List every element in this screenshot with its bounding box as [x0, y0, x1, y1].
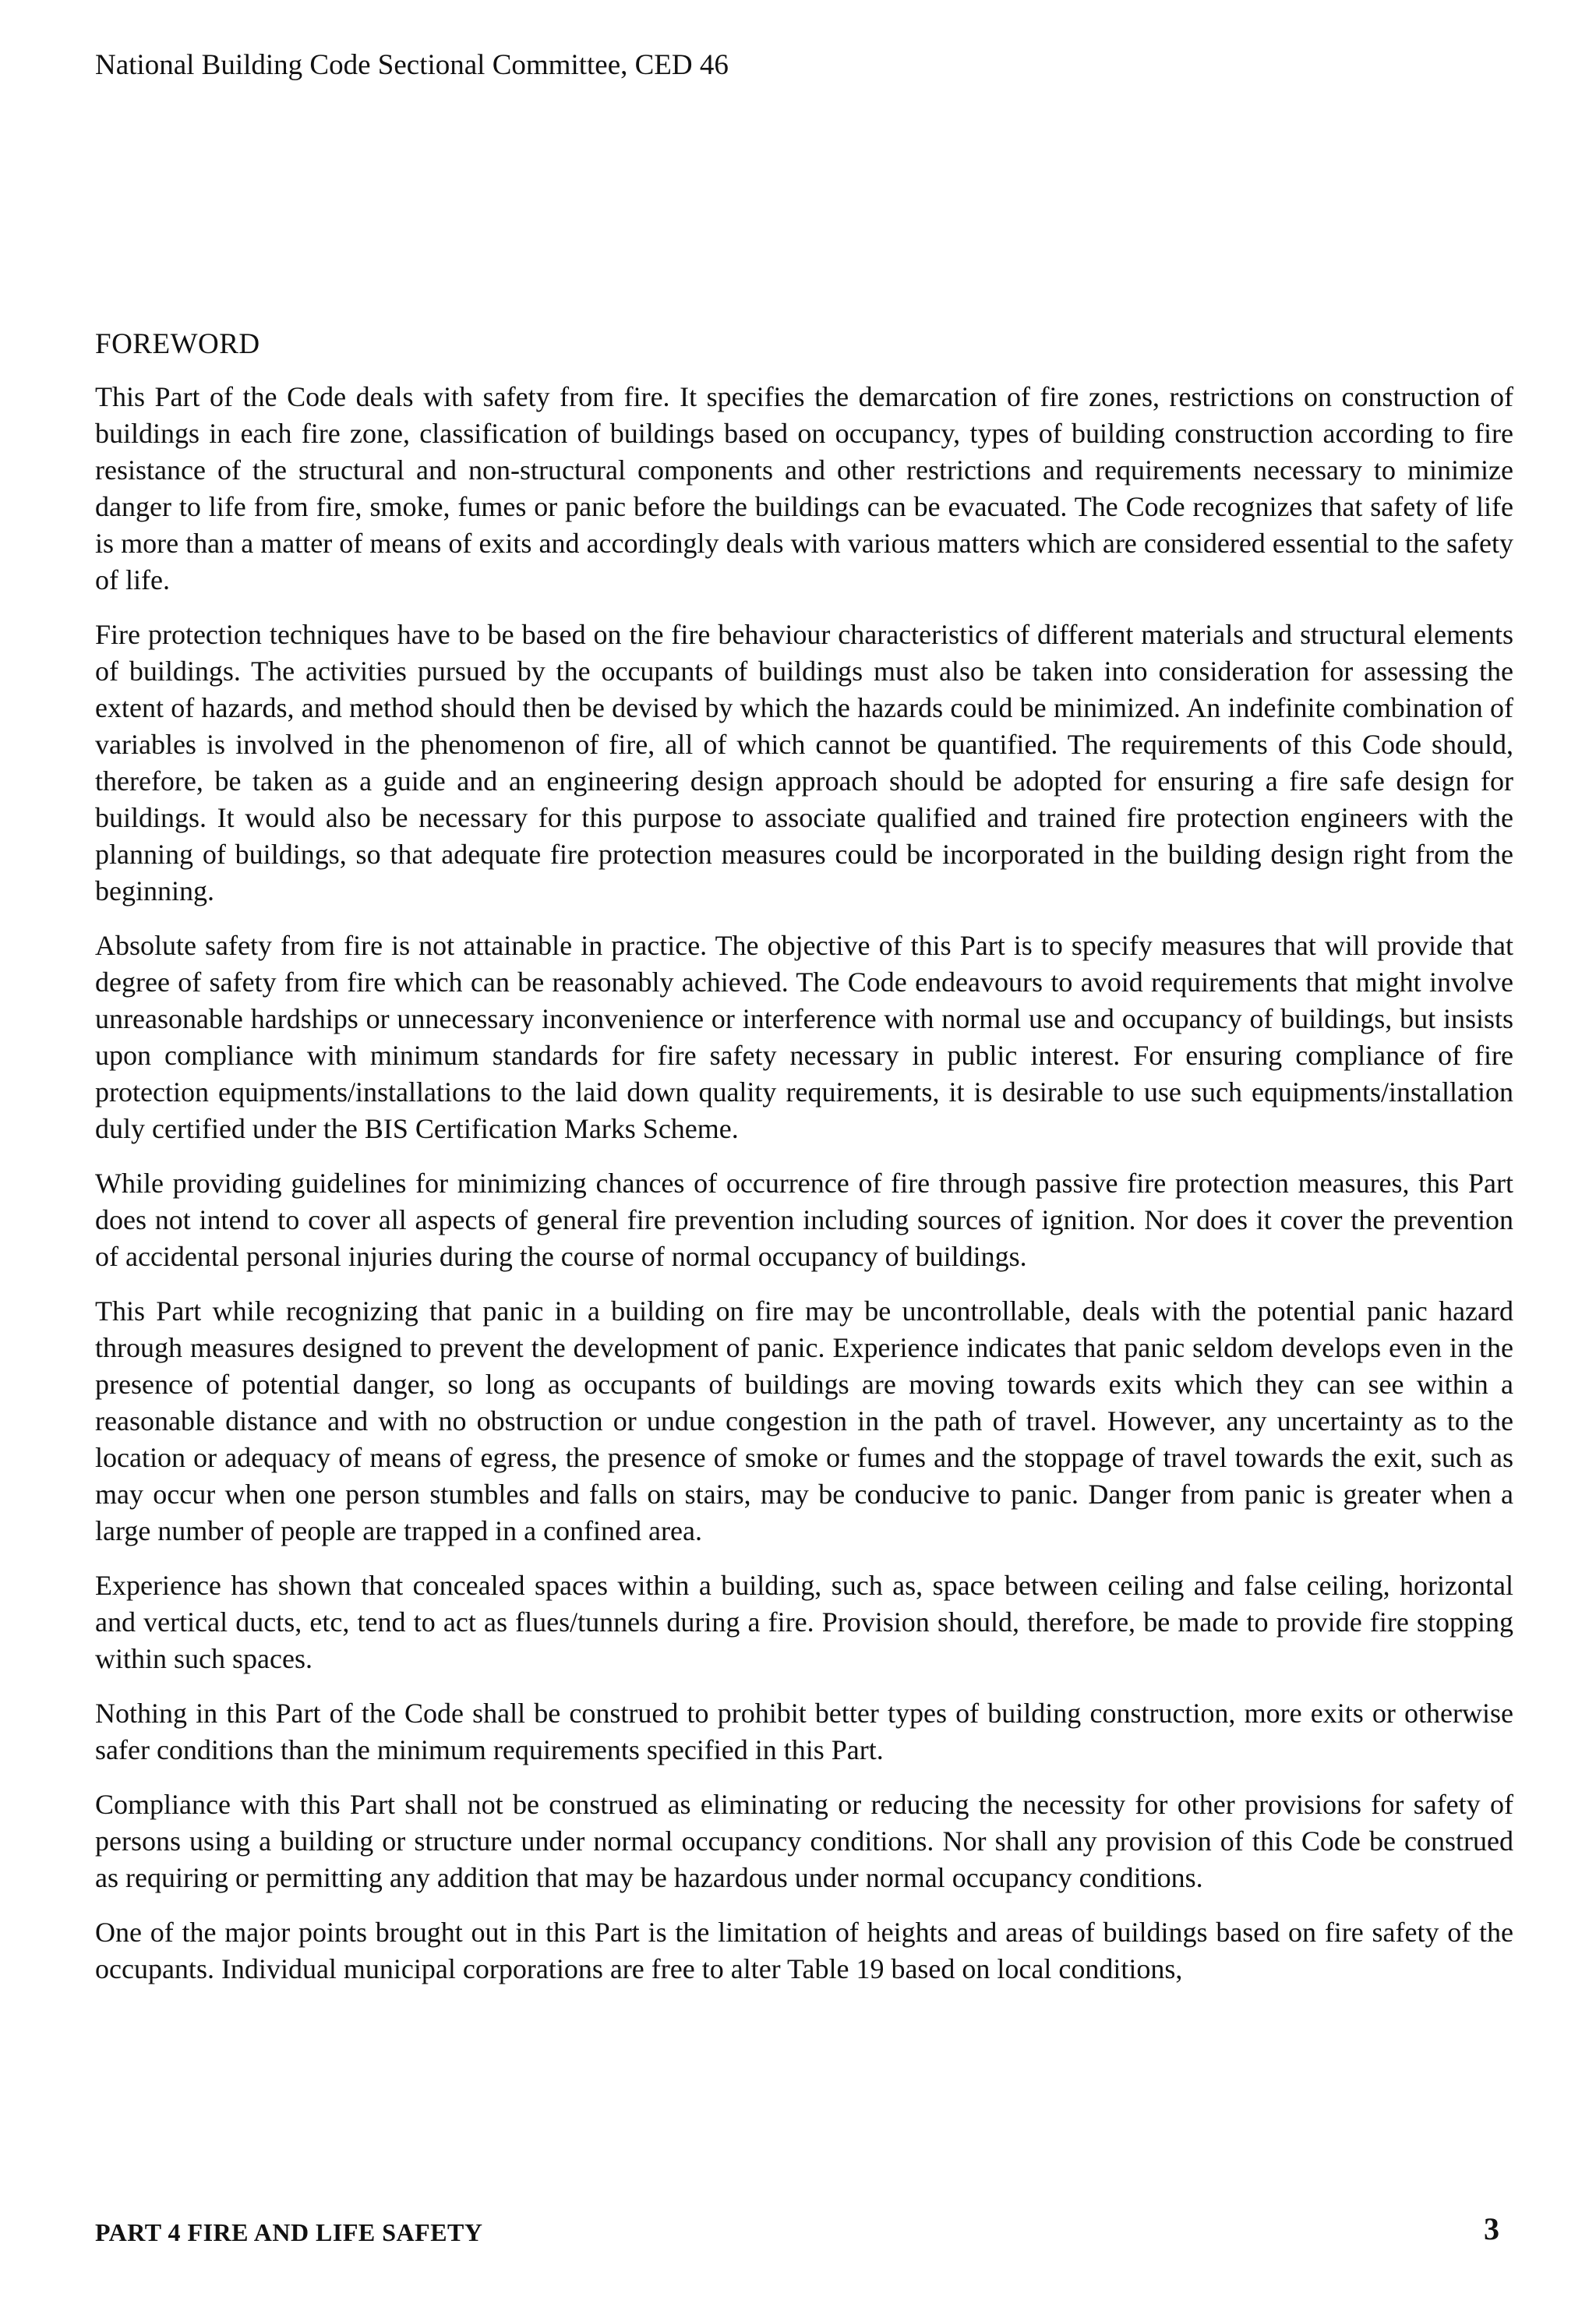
paragraph-8: Compliance with this Part shall not be construed as eliminating or reducing the necessity for other provisions for safety of persons using a building or structure under normal occupancy conditions. Nor shall any provision of this Code be construed as requiring or permitting any addition that may be hazardous under normal occupancy conditions. [95, 1789, 1513, 1893]
paragraph-7: Nothing in this Part of the Code shall be construed to prohibit better types of building construction, more exits or otherwise safer conditions than the minimum requirements specified in this Part. [95, 1698, 1513, 1765]
paragraph-6: Experience has shown that concealed spaces within a building, such as, space between ceiling and false ceiling, horizontal and vertical ducts, etc, tend to act as flues/tunnels during a fire. Provision should, therefore, be made to provide fire stopping within such spaces. [95, 1570, 1513, 1674]
paragraph-9: One of the major points brought out in this Part is the limitation of heights and areas of buildings based on fire safety of the occupants. Individual municipal corporations are free to alter Table 19 based on local conditions, [95, 1917, 1513, 1984]
paragraph-5: This Part while recognizing that panic in a building on fire may be uncontrollable, deals with the potential panic hazard through measures designed to prevent the development of panic. Experience indicates that panic seldom develops even in the presence of potential danger, so long as occupants of buildings are moving towards exits which they can see within a reasonable distance and with no obstruction or undue congestion in the path of travel. However, any uncertainty as to the location or adequacy of means of egress, the presence of smoke or fumes and the stoppage of travel towards the exit, such as may occur when one person stumbles and falls on stairs, may be conducive to panic. Danger from panic is greater when a large number of people are trapped in a confined area. [95, 1295, 1513, 1546]
paragraph-2: Fire protection techniques have to be based on the fire behaviour characteristics of different materials and structural elements of buildings. The activities pursued by the occupants of buildings must also be taken into consideration for assessing the extent of hazards, and method should then be devised by which the hazards could be minimized. An indefinite combination of variables is involved in the phenomenon of fire, all of which cannot be quantified. The requirements of this Code should, therefore, be taken as a guide and an engineering design approach should be adopted for ensuring a fire safe design for buildings. It would also be necessary for this purpose to associate qualified and trained fire protection engineers with the planning of buildings, so that adequate fire protection measures could be incorporated in the building design right from the beginning. [95, 619, 1513, 906]
paragraph-3: Absolute safety from fire is not attainable in practice. The objective of this Part is to specify measures that will provide that degree of safety from fire which can be reasonably achieved. The Code endeavours to avoid requirements that might involve unreasonable hardships or unnecessary inconvenience or interference with normal use and occupancy of buildings, but insists upon compliance with minimum standards for fire safety necessary in public interest. For ensuring compliance of fire protection equipments/installations to the laid down quality requirements, it is desirable to use such equipments/installation duly certified under the BIS Certification Marks Scheme. [95, 930, 1513, 1144]
committee-header: National Building Code Sectional Committee, CED 46 [95, 49, 729, 81]
paragraph-1: This Part of the Code deals with safety from fire. It specifies the demarcation of fire zones, restrictions on construction of buildings in each fire zone, classification of buildings based on occupancy, types of building construction according to fire resistance of the structural and non-structural components and other restrictions and requirements necessary to minimize danger to life from fire, smoke, fumes or panic before the buildings can be evacuated. The Code recognizes that safety of life is more than a matter of means of exits and accordingly deals with various matters which are considered essential to the safety of life. [95, 381, 1513, 595]
footer-page-number: 3 [1484, 2211, 1499, 2246]
foreword-body [95, 379, 1513, 2005]
foreword-heading: FOREWORD [95, 328, 260, 360]
footer-part-title: PART 4 FIRE AND LIFE SAFETY [95, 2218, 483, 2246]
paragraph-4: While providing guidelines for minimizing chances of occurrence of fire through passive fire protection measures, this Part does not intend to cover all aspects of general fire prevention including sources of ignition. Nor does it cover the prevention of accidental personal injuries during the course of normal occupancy of buildings. [95, 1168, 1513, 1272]
